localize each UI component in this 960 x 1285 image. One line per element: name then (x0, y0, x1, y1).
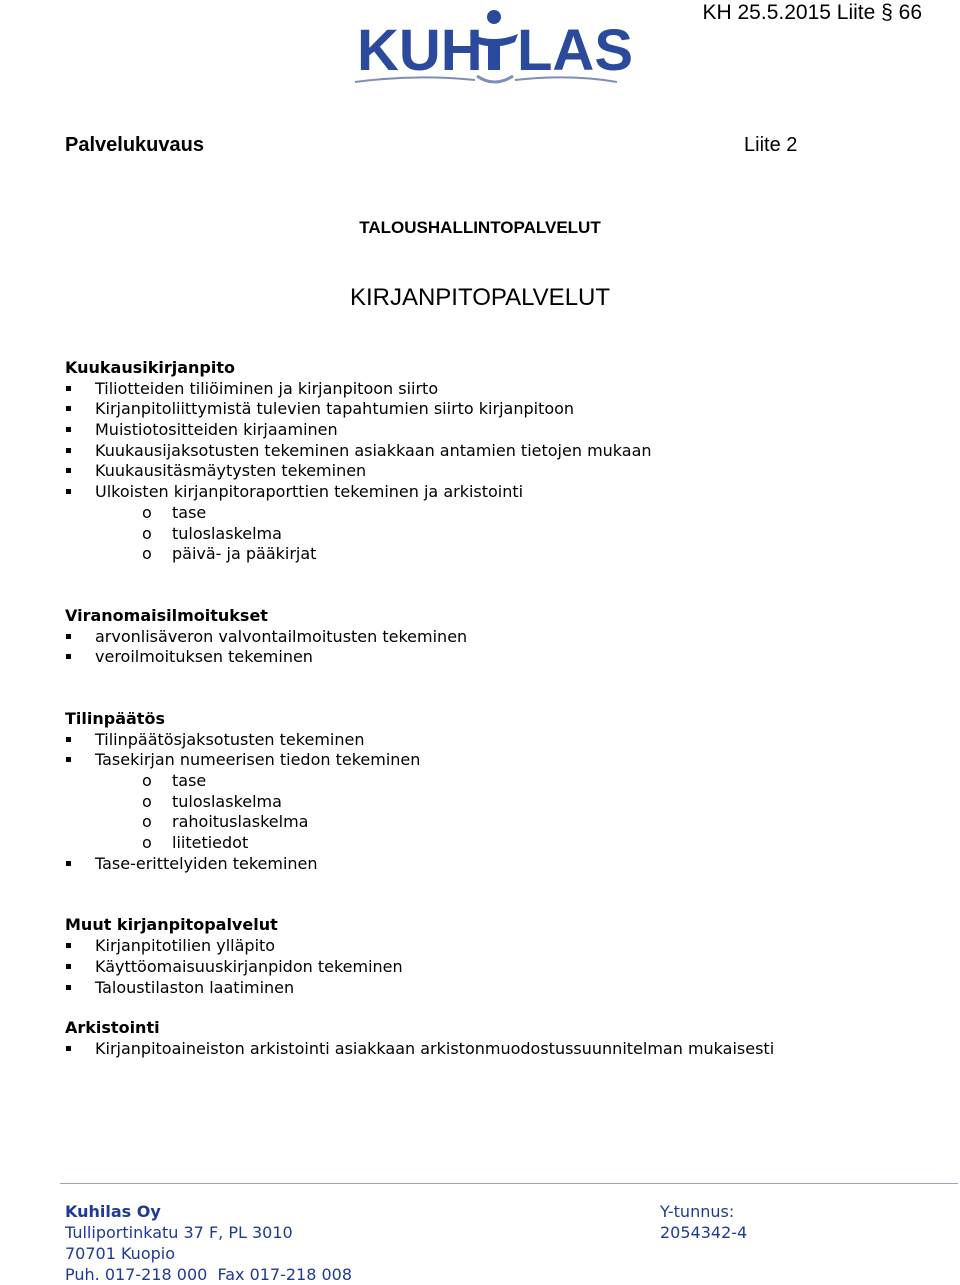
footer-contact (65, 1201, 352, 1285)
square-bullet-icon (66, 489, 71, 494)
list-item: Ulkoisten kirjanpitoraporttien tekeminen ja arkistointi (65, 482, 945, 503)
circle-bullet-icon: o (142, 812, 152, 832)
list-item: Kirjanpitoaineiston arkistointi asiakkaan arkistonmuodostussuunnitelman mukaisesti (65, 1039, 945, 1060)
square-bullet-icon (66, 468, 71, 473)
square-bullet-icon (66, 448, 71, 453)
circle-bullet-icon: o (142, 833, 152, 853)
section-kuukausikirjanpito (65, 358, 945, 565)
list-item: Tilinpäätösjaksotusten tekeminen (65, 730, 945, 751)
logo-text-left: KUH (357, 18, 483, 83)
circle-bullet-icon: o (142, 523, 152, 543)
sub-list-item: o tuloslaskelma (142, 791, 282, 811)
footer-ytunnus-label: Y-tunnus: (660, 1202, 735, 1221)
kuhilas-logo (355, 4, 633, 94)
sub-list-item: o tase (142, 502, 207, 522)
section-heading: Kuukausikirjanpito (65, 358, 235, 377)
circle-bullet-icon: o (142, 791, 152, 811)
sub-list-item: o rahoituslaskelma (142, 812, 309, 832)
section-heading: Arkistointi (65, 1018, 160, 1038)
list-item: Tasekirjan numeerisen tiedon tekeminen (65, 750, 945, 771)
section-tilinpaatos (65, 709, 945, 875)
square-bullet-icon (66, 1046, 71, 1051)
square-bullet-icon (66, 861, 71, 866)
logo-text-right: LAS (517, 18, 633, 83)
footer-address-city: 70701 Kuopio (65, 1244, 175, 1263)
square-bullet-icon (66, 406, 71, 411)
document-title: Palvelukuvaus (65, 134, 204, 156)
list-item: Kuukausitäsmäytysten tekeminen (65, 461, 945, 482)
footer-phone: Puh. 017-218 000 Fax 017-218 008 (65, 1265, 353, 1284)
square-bullet-icon (66, 386, 71, 391)
section-arkistointi (65, 1018, 945, 1059)
section-heading: Tilinpäätös (65, 708, 165, 728)
square-bullet-icon (66, 943, 71, 948)
square-bullet-icon (66, 737, 71, 742)
section-heading: Viranomaisilmoitukset (65, 605, 268, 625)
footer-ytunnus-value: 2054342-4 (660, 1223, 748, 1242)
sub-list-item: o tase (142, 771, 207, 790)
list-item: arvonlisäveron valvontailmoitusten tekeminen (65, 627, 945, 648)
list-item: Tase-erittelyiden tekeminen (65, 854, 945, 875)
list-item: Kirjanpitoliittymistä tulevien tapahtumien siirto kirjanpitoon (65, 399, 945, 420)
list-item: Kirjanpitotilien ylläpito (65, 936, 945, 957)
list-item: Kuukausijaksotusten tekeminen asiakkaan antamien tietojen mukaan (65, 441, 945, 462)
circle-bullet-icon: o (142, 771, 152, 790)
list-item: Tiliotteiden tiliöiminen ja kirjanpitoon siirto (65, 379, 945, 400)
footer-address-street: Tulliportinkatu 37 F, PL 3010 (65, 1223, 293, 1242)
section-muut-kirjanpitopalvelut (65, 915, 945, 998)
list-item: Taloustilaston laatiminen (65, 978, 945, 999)
section-heading: Muut kirjanpitopalvelut (65, 915, 278, 935)
footer-business-id (660, 1201, 747, 1243)
list-item: veroilmoituksen tekeminen (65, 647, 945, 668)
square-bullet-icon (66, 427, 71, 432)
sub-list-item: o päivä- ja pääkirjat (142, 544, 317, 564)
circle-bullet-icon: o (142, 544, 152, 564)
service-list (65, 358, 945, 1060)
section-title: TALOUSHALLINTOPALVELUT (359, 218, 601, 237)
sub-list-item: o liitetiedot (142, 833, 249, 853)
circle-bullet-icon: o (142, 502, 152, 522)
sub-list-item: o tuloslaskelma (142, 523, 282, 543)
document-stamp: KH 25.5.2015 Liite § 66 (702, 1, 922, 24)
section-viranomaisilmoitukset (65, 606, 945, 668)
attachment-label: Liite 2 (744, 134, 798, 156)
footer-divider (60, 1183, 958, 1184)
list-item: Muistiotositteiden kirjaaminen (65, 420, 945, 441)
square-bullet-icon (66, 964, 71, 969)
square-bullet-icon (66, 757, 71, 762)
main-title: KIRJANPITOPALVELUT (349, 284, 611, 311)
list-item: Käyttöomaisuuskirjanpidon tekeminen (65, 957, 945, 978)
square-bullet-icon (66, 654, 71, 659)
square-bullet-icon (66, 634, 71, 639)
footer-company: Kuhilas Oy (65, 1202, 161, 1221)
square-bullet-icon (66, 985, 71, 990)
